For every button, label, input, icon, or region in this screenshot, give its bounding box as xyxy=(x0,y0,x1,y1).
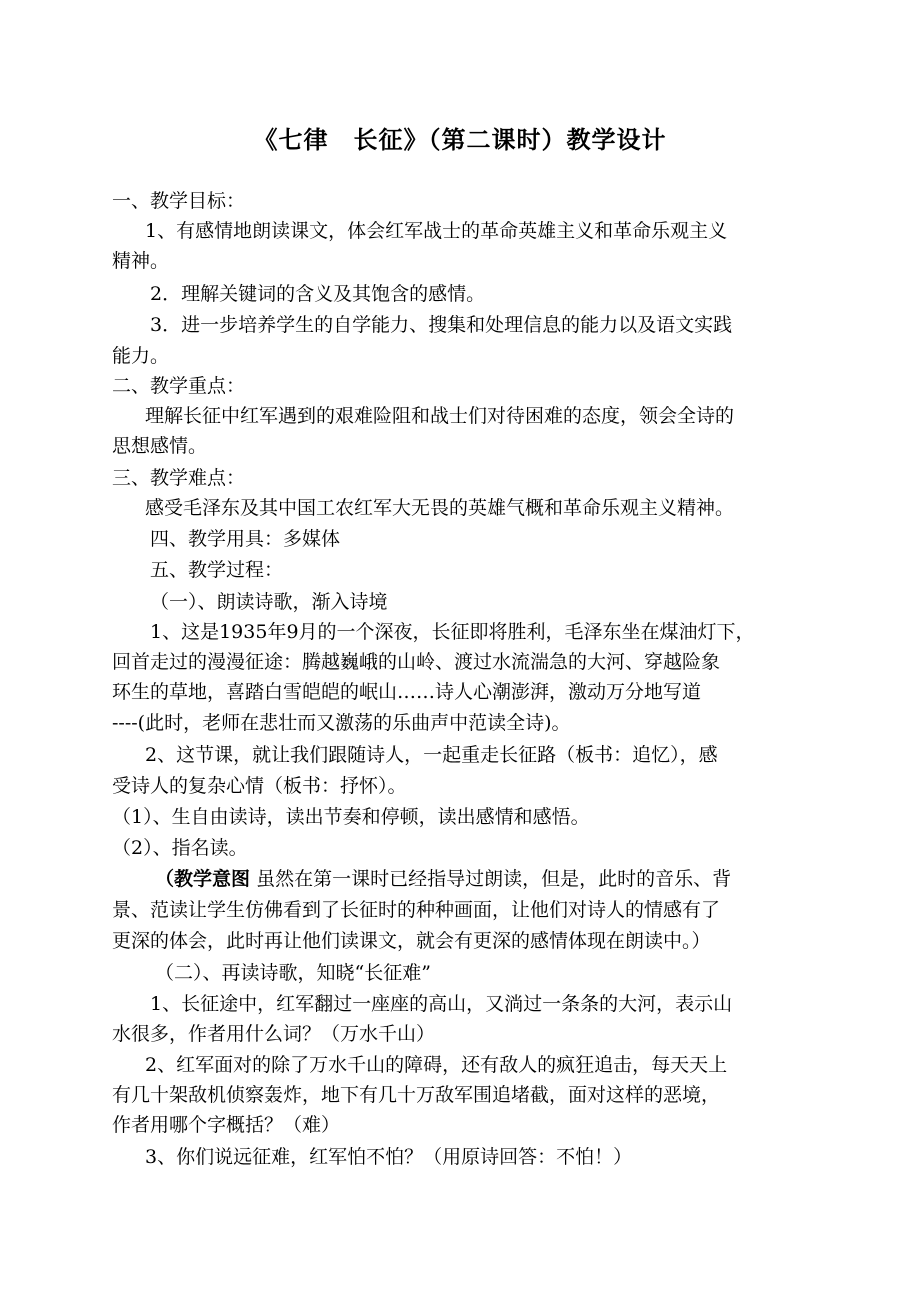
paragraph-line: 1、长征途中，红军翻过一座座的高山，又淌过一条条的大河，表示山 xyxy=(150,993,733,1015)
paragraph-line: 2．理解关键词的含义及其饱含的感情。 xyxy=(150,283,486,305)
paragraph-line: 水很多，作者用什么词？（万水千山） xyxy=(112,1023,436,1045)
intent-paragraph-line xyxy=(155,864,731,894)
paragraph-line: ----(此时，老师在悲壮而又激荡的乐曲声中范读全诗)。 xyxy=(112,712,571,734)
paragraph-line: （1）、生自由读诗，读出节奏和停顿，读出感情和感悟。 xyxy=(112,806,590,828)
paragraph-line: 2、红军面对的除了万水千山的障碍，还有敌人的疯狂追击，每天天上 xyxy=(145,1054,728,1076)
section-heading-difficulty: 三、教学难点： xyxy=(112,467,246,489)
paragraph-line: 景、范读让学生仿佛看到了长征时的种种画面，让他们对诗人的情感有了 xyxy=(112,899,721,921)
intent-text: 虽然在第一课时已经指导过朗读，但是，此时的音乐、背 xyxy=(256,868,732,890)
paragraph-line: 2、这节课，就让我们跟随诗人，一起重走长征路（板书：追忆），感 xyxy=(145,744,718,766)
paragraph-line: 感受毛泽东及其中国工农红军大无畏的英雄气概和革命乐观主义精神。 xyxy=(145,497,735,519)
section-heading-focus: 二、教学重点： xyxy=(112,375,246,397)
paragraph-line: 1、这是1935年9月的一个深夜，长征即将胜利，毛泽东坐在煤油灯下， xyxy=(150,621,755,643)
paragraph-line: 3、你们说远征难，红军怕不怕？（用原诗回答：不怕！） xyxy=(145,1146,633,1168)
section-heading-process: 五、教学过程： xyxy=(150,559,284,581)
paragraph-line: 1、有感情地朗读课文，体会红军战士的革命英雄主义和革命乐观主义 xyxy=(145,220,728,242)
paragraph-line: 作者用哪个字概括？（难） xyxy=(112,1114,341,1136)
section-heading-objectives: 一、教学目标： xyxy=(112,190,246,212)
paragraph-line: 更深的体会，此时再让他们读课文，就会有更深的感情体现在朗读中。） xyxy=(112,930,711,952)
paragraph-line: 能力。 xyxy=(112,345,170,367)
subsection-heading-1: （一）、朗读诗歌，渐入诗境 xyxy=(150,591,388,613)
paragraph-line: 有几十架敌机侦察轰炸，地下有几十万敌军围追堵截，面对这样的恶境， xyxy=(112,1084,721,1106)
paragraph-line: 精神。 xyxy=(112,250,170,272)
paragraph-line: 理解长征中红军遇到的艰难险阻和战士们对待困难的态度，领会全诗的 xyxy=(145,405,735,427)
paragraph-line: 思想感情。 xyxy=(112,435,208,457)
paragraph-line: 3．进一步培养学生的自学能力、搜集和处理信息的能力以及语文实践 xyxy=(150,314,733,336)
section-heading-tools: 四、教学用具：多媒体 xyxy=(150,528,341,550)
paragraph-line: （2）、指名读。 xyxy=(112,837,248,859)
subsection-heading-2: （二）、再读诗歌，知晓“长征难” xyxy=(155,962,431,984)
intent-label: （教学意图 xyxy=(155,868,251,890)
paragraph-line: 回首走过的漫漫征途：腾越巍峨的山岭、渡过水流湍急的大河、穿越险象 xyxy=(112,651,721,673)
paragraph-line: 环生的草地，喜踏白雪皑皑的岷山……诗人心潮澎湃，激动万分地写道 xyxy=(112,681,702,703)
paragraph-line: 受诗人的复杂心情（板书：抒怀）。 xyxy=(112,775,407,797)
document-title: 《七律 长征》（第二课时）教学设计 xyxy=(253,125,667,154)
